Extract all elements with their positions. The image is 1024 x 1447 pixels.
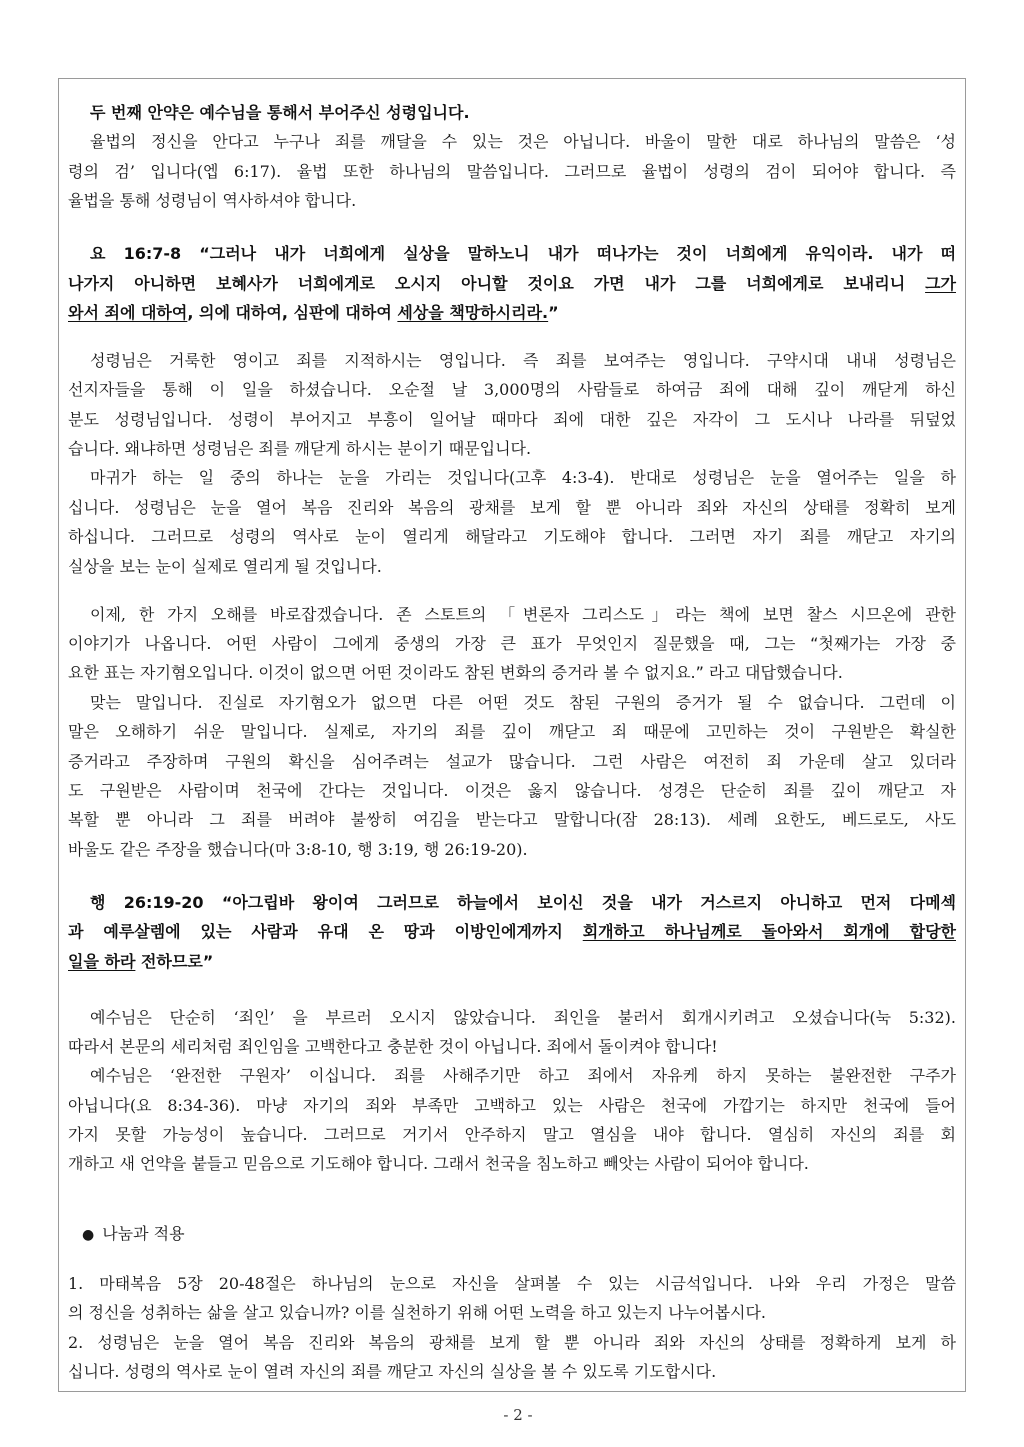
body-line: 가지 못할 가능성이 높습니다. 그러므로 거기서 안주하지 말고 열심을 내야 합니다. 열심히 자신의 죄를 회 [68,1125,956,1145]
body-line [68,600,956,629]
paragraph-gap [68,216,956,240]
scripture-line [68,917,956,946]
scripture-text: 과 예루살렘에 있는 사람과 유대 온 땅과 이방인에게까지 [68,922,583,942]
question-line: 1. 마태복음 5장 20-48절은 하나님의 눈으로 자신을 살펴볼 수 있는 시금석입니다. 나와 우리 가정은 말씀 [68,1273,956,1293]
body-line: 성령님은 거룩한 영이고 죄를 지적하시는 영입니다. 즉 죄를 보여주는 영입니다. 구약시대 내내 성령님은 [90,350,956,370]
bullet-icon: ● [82,1226,95,1243]
paragraph-gap [68,581,956,600]
paragraph-gap [68,976,956,1003]
body-line: 십니다. 성령님은 눈을 열어 복음 진리와 복음의 광채를 보게 할 뿐 아니라 죄와 자신의 상태를 정확히 보게 [68,497,956,517]
body-line: 복할 뿐 아니라 그 죄를 버려야 불쌍히 여김을 받는다고 말합니다(잠 28:13). 세례 요한도, 베드로도, 사도 [68,810,956,830]
paragraph-gap [68,327,956,346]
section-heading: 두 번째 안약은 예수님을 통해서 부어주신 성령입니다. [90,103,470,122]
scripture-text: , 의에 대하여, 심판에 대하여 [187,302,398,322]
body-line: 증거라고 주장하며 구원의 확신을 심어주려는 설교가 많습니다. 그런 사람은 여전히 죄 가운데 살고 있더라 [68,751,956,771]
body-text: 이제, 한 가지 오해를 바로잡겠습니다. 존 스토트의 [90,604,500,624]
paragraph-gap [68,1179,956,1219]
body-line: 습니다. 왜냐하면 성령님은 죄를 깨닫게 하시는 분이기 때문입니다. [68,439,532,459]
underlined-text: 그가 [925,273,956,293]
paragraph-gap [68,1248,956,1269]
scripture-text: 전하므로” [135,951,214,971]
underlined-text: 일을 하라 [68,951,136,971]
body-line: 말은 오해하기 쉬운 말입니다. 실제로, 자기의 죄를 깊이 깨닫고 죄 때문에 고민하는 것이 구원받은 확실한 [68,722,956,742]
body-line: 실상을 보는 눈이 실제로 열리게 될 것입니다. [68,556,382,576]
body-line: 하십니다. 그러므로 성령의 역사로 눈이 열리게 해달라고 기도해야 합니다. 그러면 자기 죄를 깨닫고 자기의 [68,527,956,547]
quote-text: 요한 표는 자기혐오입니다. 이것이 없으면 어떤 것이라도 참된 변화의 증거라 볼 수 없지요.” [68,663,704,683]
body-line: 따라서 본문의 세리처럼 죄인임을 고백한다고 충분한 것이 아닙니다. 죄에서 돌이켜야 합니다! [68,1036,718,1056]
underlined-text: 와서 죄에 대하여 [68,302,188,322]
scripture-text: ” [548,302,559,322]
body-line: 마귀가 하는 일 중의 하나는 눈을 가리는 것입니다(고후 4:3-4). 반대로 성령님은 눈을 열어주는 일을 하 [90,468,956,488]
body-line: 아닙니다(요 8:34-36). 마냥 자기의 죄와 부족만 고백하고 있는 사람은 천국에 가깝기는 하지만 천국에 들어 [68,1095,956,1115]
book-title: 「변론자 그리스도」 [499,604,676,624]
page-number: - 2 - [503,1406,533,1424]
body-text: 라는 책에 보면 찰스 시므온에 관한 [675,604,956,624]
body-line: 개하고 새 언약을 붙들고 믿음으로 기도해야 합니다. 그래서 천국을 침노하고 빼앗는 사람이 되어야 합니다. [68,1154,809,1174]
quote-text: “첫째가는 가장 중 [810,634,957,654]
question-line: 2. 성령님은 눈을 열어 복음 진리와 복음의 광채를 보게 할 뿐 아니라 죄와 자신의 상태를 정확하게 보게 하 [68,1332,956,1352]
body-line: 분도 성령님입니다. 성령이 부어지고 부흥이 일어날 때마다 죄에 대한 깊은 자각이 그 도시나 나라를 뒤덮었 [68,409,956,429]
body-line: 율법을 통해 성령님이 역사하셔야 합니다. [68,191,357,211]
paragraph-gap [68,864,956,888]
share-heading-label: 나눔과 적용 [102,1223,185,1243]
question-line: 십니다. 성령의 역사로 눈이 열려 자신의 죄를 깨닫고 자신의 실상을 볼 수 있도록 기도합시다. [68,1362,717,1382]
scripture-line [68,947,956,976]
body-line [68,629,956,658]
scripture-line [68,269,956,298]
body-text: 이야기가 나옵니다. 어떤 사람이 그에게 중생의 가장 큰 표가 무엇인지 질문했을 때, 그는 [68,634,811,654]
scripture-line: 행 26:19-20 “아그립바 왕이여 그러므로 하늘에서 보이신 것을 내가 거스르지 아니하고 먼저 다메섹 [90,892,956,912]
underlined-text: 회개하고 하나님께로 돌아와서 회개에 합당한 [582,922,956,942]
underlined-text: 세상을 책망하시리라. [397,302,549,322]
question-line: 의 정신을 성취하는 삶을 살고 있습니까? 이를 실천하기 위해 어떤 노력을 하고 있는지 나누어봅시다. [68,1303,767,1323]
share-heading [68,1219,956,1248]
body-line: 예수님은 ‘완전한 구원자’ 이십니다. 죄를 사해주기만 하고 죄에서 자유케 하지 못하는 불완전한 구주가 [90,1066,956,1086]
body-line: 예수님은 단순히 ‘죄인’ 을 부르러 오시지 않았습니다. 죄인을 불러서 회개시키려고 오셨습니다(눅 5:32). [90,1007,956,1027]
body-line: 선지자들을 통해 이 일을 하셨습니다. 오순절 날 3,000명의 사람들로 하여금 죄에 대해 깊이 깨닫게 하신 [68,380,956,400]
body-line [68,658,956,687]
body-line: 율법의 정신을 안다고 누구나 죄를 깨달을 수 있는 것은 아닙니다. 바울이 말한 대로 하나님의 말씀은 ‘성 [90,132,956,152]
body-line: 령의 검’ 입니다(엡 6:17). 율법 또한 하나님의 말씀입니다. 그러므로 율법이 성령의 검이 되어야 합니다. 즉 [68,161,956,181]
body-line: 도 구원받은 사람이며 천국에 간다는 것입니다. 이것은 옳지 않습니다. 성경은 단순히 죄를 깊이 깨닫고 자 [68,780,956,800]
scripture-text: 나가지 아니하면 보혜사가 너희에게로 오시지 아니할 것이요 가면 내가 그를 너희에게로 보내리니 [68,273,926,293]
body-text: 라고 대답했습니다. [703,663,843,683]
scripture-line [68,298,956,327]
scripture-line: 요 16:7-8 “그러나 내가 너희에게 실상을 말하노니 내가 떠나가는 것이 너희에게 유익이라. 내가 떠 [90,244,956,264]
body-line: 바울도 같은 주장을 했습니다(마 3:8-10, 행 3:19, 행 26:19-20). [68,839,528,859]
page-frame [58,78,966,1392]
page-body [68,98,956,1387]
body-line: 맞는 말입니다. 진실로 자기혐오가 없으면 다른 어떤 것도 참된 구원의 증거가 될 수 없습니다. 그런데 이 [90,692,956,712]
